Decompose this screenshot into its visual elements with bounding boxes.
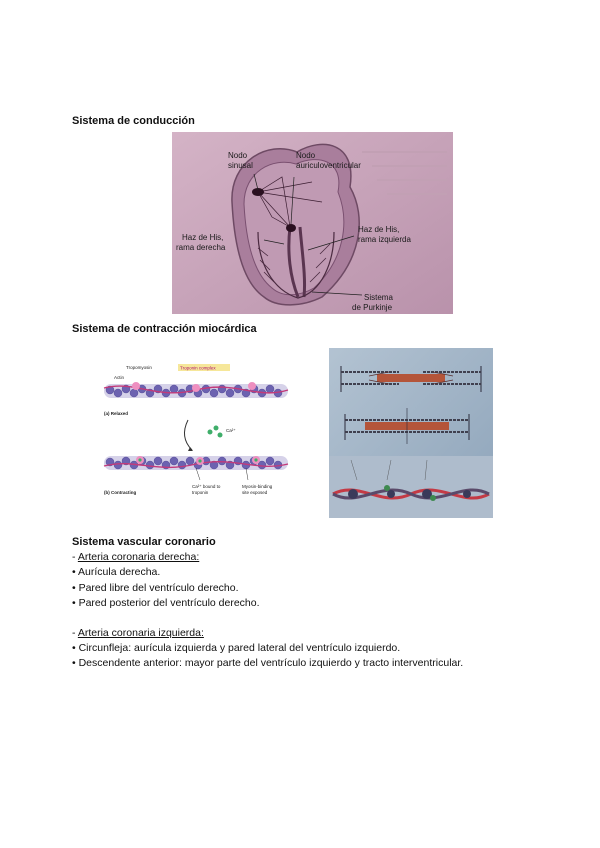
label-myosin-site-1: Myosin-binding bbox=[242, 484, 273, 489]
label-his-izquierda-2: rama izquierda bbox=[358, 235, 411, 244]
label-nodo-sinusal-1: Nodo bbox=[228, 151, 248, 160]
label-contracting: (b) Contracting bbox=[104, 490, 137, 495]
label-purkinje-2: de Purkinje bbox=[352, 303, 393, 312]
label-troponin: Troponin complex bbox=[180, 365, 216, 371]
heart-conduction-figure bbox=[172, 132, 453, 314]
label-ca-bound-2: troponin bbox=[192, 490, 209, 495]
label-calcium: Ca²⁺ bbox=[226, 428, 236, 433]
list-item: • Pared libre del ventrículo derecho. bbox=[72, 582, 239, 594]
label-purkinje-1: Sistema bbox=[364, 293, 393, 302]
label-his-derecha-2: rama derecha bbox=[176, 243, 226, 252]
label-nodo-sinusal-2: sinusal bbox=[228, 161, 253, 170]
coronaria-izquierda-heading: - Arteria coronaria izquierda: bbox=[72, 627, 204, 639]
section-title-conduccion: Sistema de conducción bbox=[72, 115, 195, 127]
list-item: • Pared posterior del ventrículo derecho. bbox=[72, 597, 260, 609]
thin-filament-figure bbox=[96, 360, 296, 498]
sarcomere-figure bbox=[329, 348, 493, 518]
label-ca-bound-1: Ca²⁺ bound to bbox=[192, 484, 221, 489]
list-item: • Aurícula derecha. bbox=[72, 566, 161, 578]
list-item: • Circunfleja: aurícula izquierda y pared lateral del ventrículo izquierdo. bbox=[72, 642, 401, 654]
label-nodo-av-2: auriculoventricular bbox=[296, 161, 361, 170]
section-title-vascular: Sistema vascular coronario bbox=[72, 536, 216, 548]
label-his-izquierda-1: Haz de His, bbox=[358, 225, 400, 234]
coronaria-derecha-heading: - Arteria coronaria derecha: bbox=[72, 551, 200, 563]
label-his-derecha-1: Haz de His, bbox=[182, 233, 224, 242]
label-nodo-av-1: Nodo bbox=[296, 151, 316, 160]
label-relaxed: (a) Relaxed bbox=[104, 411, 129, 416]
list-item: • Descendente anterior: mayor parte del ventrículo izquierdo y tracto interventricular. bbox=[72, 657, 464, 669]
label-myosin-site-2: site exposed bbox=[242, 490, 268, 495]
label-actin: Actin bbox=[114, 375, 125, 380]
section-title-contraccion: Sistema de contracción miocárdica bbox=[72, 323, 257, 335]
label-tropomyosin: Tropomyosin bbox=[126, 365, 152, 370]
